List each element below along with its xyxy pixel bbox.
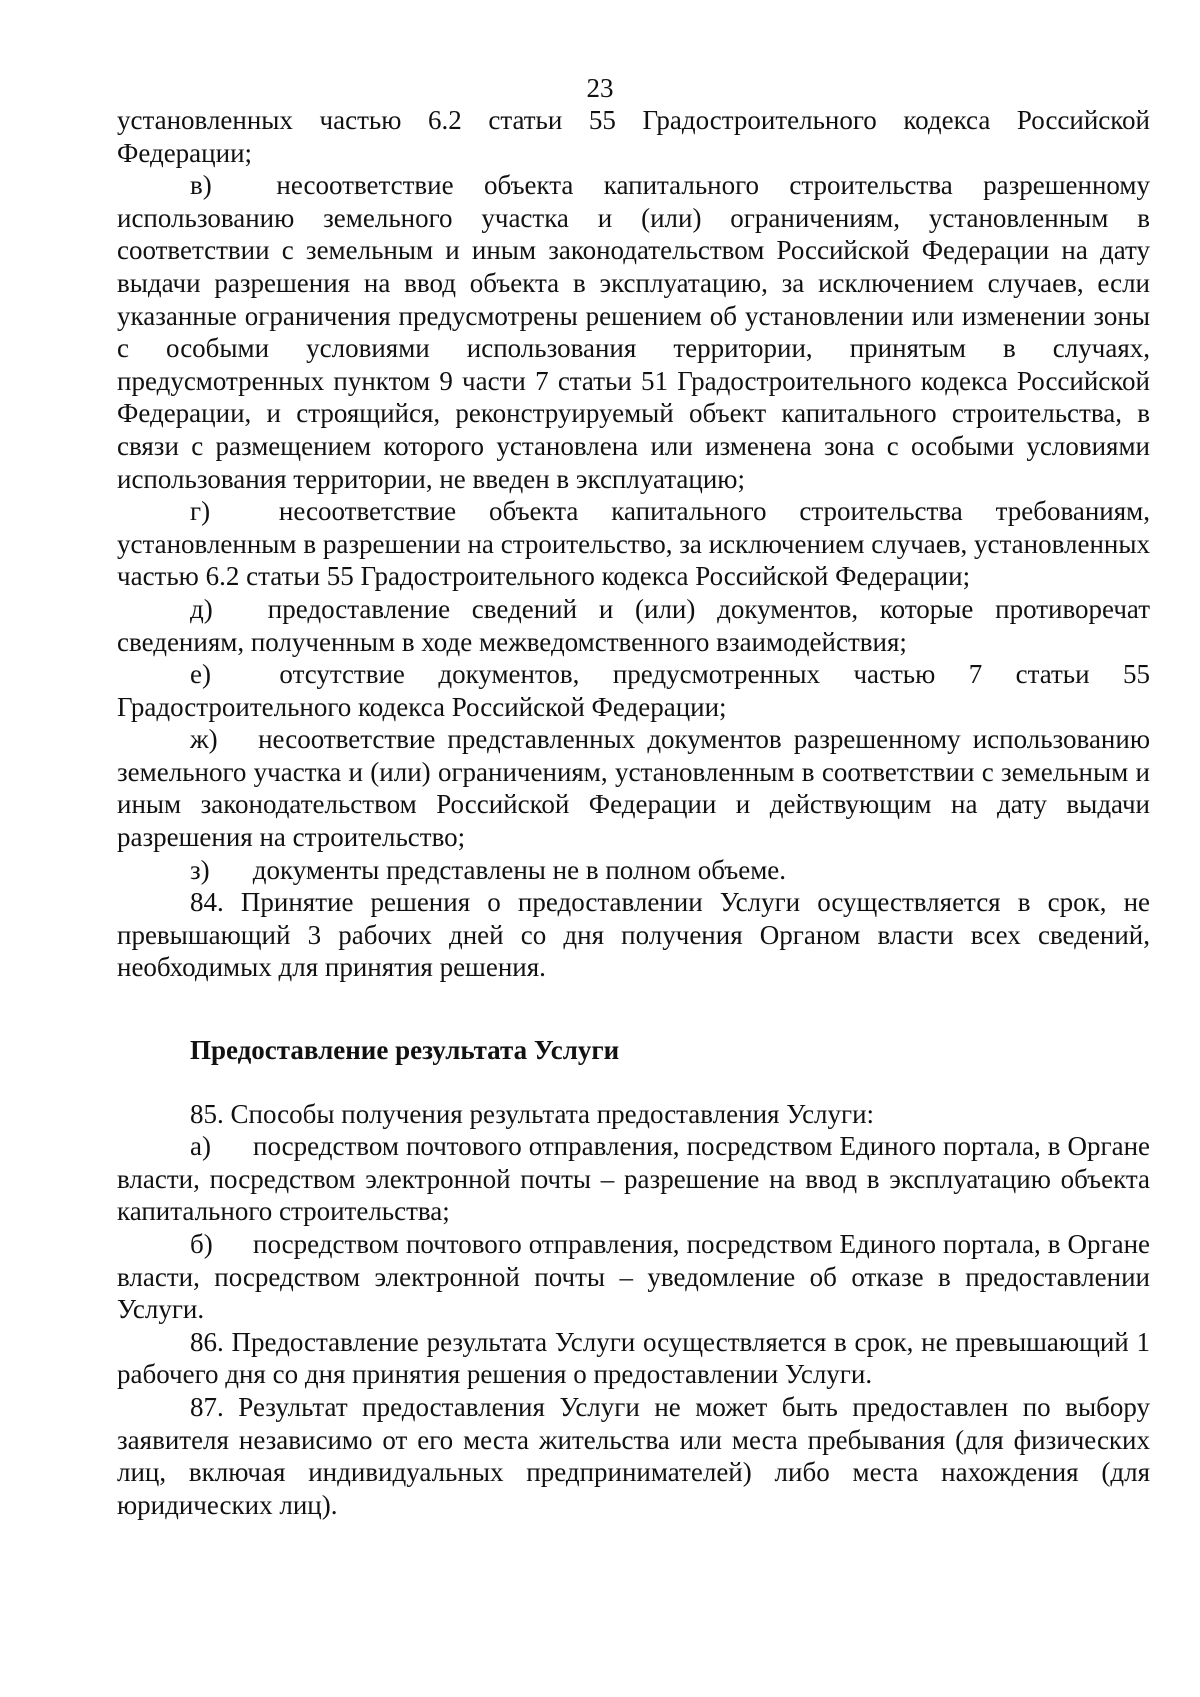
list-item-label: ж): [190, 724, 218, 755]
list-item-label: з): [190, 854, 210, 885]
paragraph-text: 85. Способы получения результата предоставления Услуги:: [190, 1098, 875, 1129]
list-item-text: посредством почтового отправления, посредством Единого портала, в Органе власти, посредством электронной почты – разрешение на ввод в эксплуатацию объекта капитального строительства;: [117, 1131, 1151, 1227]
paragraph-84: [117, 886, 1150, 984]
list-item-label: г): [190, 496, 211, 527]
list-item-label: д): [190, 593, 213, 624]
paragraph-86: [117, 1326, 1150, 1391]
list-item-d: [117, 593, 1150, 658]
list-item-g: [117, 495, 1150, 593]
list-item-text: отсутствие документов, предусмотренных частью 7 статьи 55 Градостроительного кодекса Российской Федерации;: [117, 659, 1150, 722]
paragraph-85: [117, 1098, 1150, 1131]
spacer: [117, 984, 1150, 1034]
list-item-text: несоответствие представленных документов разрешенному использованию земельного участка и (или) ограничениям, установленным в соответствии с земельным и иным законодательством Российской Федерации и действующим на дату выдачи разрешения на строительство;: [117, 724, 1150, 853]
paragraph-text: Принятие решения о предоставлении Услуги осуществляется в срок, не превышающий 3 рабочих дней со дня получения Органом власти всех сведений, необходимых для принятия решения.: [117, 887, 1150, 983]
list-item-text: предоставление сведений и (или) документов, которые противоречат сведениям, полученным в ходе межведомственного взаимодействия;: [117, 593, 1151, 657]
paragraph-number: 84.: [190, 887, 224, 918]
paragraph-text: 87. Результат предоставления Услуги не может быть предоставлен по выбору заявителя независимо от его места жительства или места пребывания (для физических лиц, включая индивидуальных предпринимателей) либо места нахождения (для юридических лиц).: [117, 1391, 1150, 1520]
list-item-text: несоответствие объекта капитального строительства требованиям, установленным в разрешении на строительство, за исключением случаев, установленных частью 6.2 статьи 55 Градостроительного кодекса Российской Федерации;: [117, 496, 1150, 592]
list-item-text: посредством почтового отправления, посредством Единого портала, в Органе власти, посредством электронной почты – уведомление об отказе в предоставлении Услуги.: [117, 1229, 1151, 1325]
paragraph-87: [117, 1391, 1150, 1521]
list-item-label: б): [190, 1229, 213, 1259]
spacer: [117, 1067, 1150, 1098]
list-item-v: [117, 169, 1150, 495]
list-item-a: [117, 1130, 1150, 1228]
list-item-b: [117, 1228, 1150, 1326]
list-item-zh: [117, 723, 1150, 853]
list-item-z: [117, 854, 1150, 887]
list-item-label: а): [190, 1131, 211, 1162]
list-item-e: [117, 658, 1150, 723]
section-heading: Предоставление результата Услуги: [190, 1035, 620, 1066]
paragraph-continuation: [117, 104, 1150, 169]
list-item-text: документы представлены не в полном объеме.: [252, 854, 787, 885]
document-body: [117, 104, 1150, 1521]
paragraph-text: Предоставление результата Услуги осуществляется в срок, не превышающий 1 рабочего дня со дня принятия решения о предоставлении Услуги.: [117, 1326, 1150, 1390]
list-item-text: несоответствие объекта капитального строительства разрешенному использованию земельного участка и (или) ограничениям, установленным в соответствии с земельным и иным законодательством Российской Федерации на дату выдачи разрешения на ввод объекта в эксплуатацию, за исключением случаев, если указанные ограничения предусмотрены решением об установлении или изменении зоны с особыми условиями использования территории, принятым в случаях, предусмотренных пунктом 9 части 7 статьи 51 Градостроительного кодекса Российской Федерации, и строящийся, реконструируемый объект капитального строительства, в связи с размещением которого установлена или изменена зона с особыми условиями использования территории, не введен в эксплуатацию;: [117, 170, 1150, 494]
paragraph-number: 86.: [190, 1326, 224, 1357]
paragraph-text: установленных частью 6.2 статьи 55 Градостроительного кодекса Российской Федерации;: [117, 105, 1150, 168]
list-item-label: е): [190, 659, 211, 690]
page-number: 23: [586, 73, 614, 103]
list-item-label: в): [190, 170, 212, 201]
